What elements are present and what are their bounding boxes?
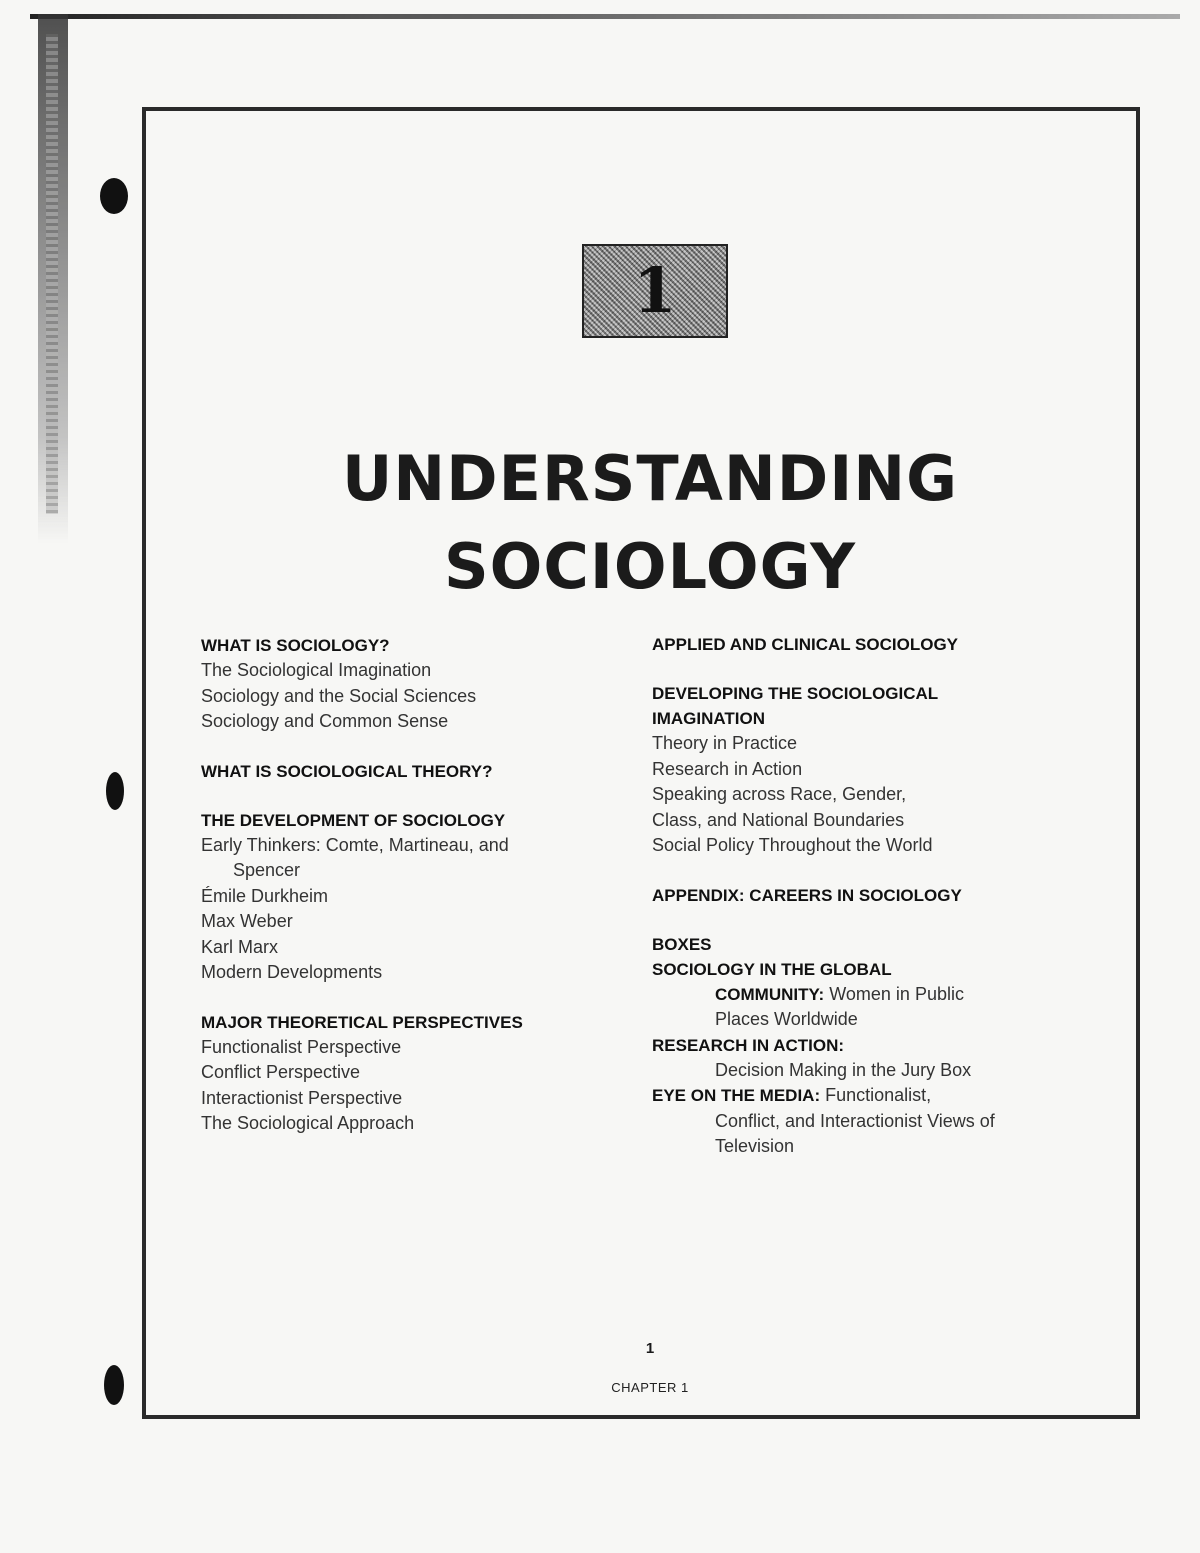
box-text: Places Worldwide (715, 1009, 858, 1029)
box-heading: SOCIOLOGY IN THE GLOBAL (652, 959, 892, 979)
contents-item: Theory in Practice (652, 733, 798, 753)
box-text: Decision Making in the Jury Box (715, 1059, 972, 1080)
contents-item: Functionalist Perspective (201, 1036, 402, 1057)
contents-item: Speaking across Race, Gender, (652, 784, 907, 804)
box-heading: EYE ON THE MEDIA: (652, 1086, 821, 1105)
page-title-line-2: SOCIOLOGY (443, 530, 857, 603)
section-heading: WHAT IS SOCIOLOGY? (201, 636, 390, 655)
contents-item: Social Policy Throughout the World (652, 835, 933, 855)
chapter-number: 1 (633, 254, 677, 327)
contents-left-column (201, 633, 621, 1137)
contents-item: Early Thinkers: Comte, Martineau, and (201, 834, 509, 855)
contents-item: Karl Marx (201, 936, 279, 957)
chapter-number-box (582, 244, 728, 338)
section-heading: DEVELOPING THE SOCIOLOGICAL (652, 684, 939, 703)
box-entry (652, 1083, 1072, 1109)
box-text: Television (715, 1136, 795, 1156)
contents-item: Sociology and Common Sense (201, 711, 449, 731)
contents-item: Research in Action (652, 758, 803, 779)
section-heading: THE DEVELOPMENT OF SOCIOLOGY (201, 810, 506, 830)
contents-item: The Sociological Imagination (201, 660, 432, 680)
section-heading: MAJOR THEORETICAL PERSPECTIVES (201, 1012, 523, 1032)
chapter-label: CHAPTER 1 (611, 1380, 689, 1395)
contents-item: Class, and National Boundaries (652, 809, 905, 830)
page-title-line-1: UNDERSTANDING (341, 442, 959, 515)
box-text: Conflict, and Interactionist Views of (715, 1110, 995, 1131)
contents-item: Conflict Perspective (201, 1062, 361, 1082)
box-text: Women in Public (824, 983, 964, 1004)
box-subheading: COMMUNITY: (715, 984, 825, 1004)
scan-left-edge (38, 14, 68, 544)
page-number: 1 (645, 1340, 655, 1357)
binder-hole (100, 178, 128, 214)
contents-item: Modern Developments (201, 962, 383, 982)
section-heading: IMAGINATION (652, 709, 766, 728)
contents-item: Émile Durkheim (201, 885, 329, 906)
contents-item: Max Weber (201, 911, 293, 931)
contents-item: Sociology and the Social Sciences (201, 685, 477, 706)
contents-item: Interactionist Perspective (201, 1087, 403, 1108)
contents-right-column (652, 632, 1072, 1160)
box-heading: RESEARCH IN ACTION: (652, 1035, 845, 1055)
scan-top-edge (30, 14, 1180, 19)
binder-hole (104, 1365, 124, 1405)
binder-hole (106, 772, 124, 810)
contents-item: The Sociological Approach (201, 1113, 415, 1133)
section-heading: APPENDIX: CAREERS IN SOCIOLOGY (652, 885, 962, 905)
contents-item: Spencer (233, 860, 301, 880)
section-heading: WHAT IS SOCIOLOGICAL THEORY? (201, 761, 493, 781)
section-heading: APPLIED AND CLINICAL SOCIOLOGY (652, 635, 959, 654)
section-heading: BOXES (652, 934, 712, 954)
box-entry (652, 982, 1072, 1008)
box-text: Functionalist, (820, 1085, 932, 1105)
